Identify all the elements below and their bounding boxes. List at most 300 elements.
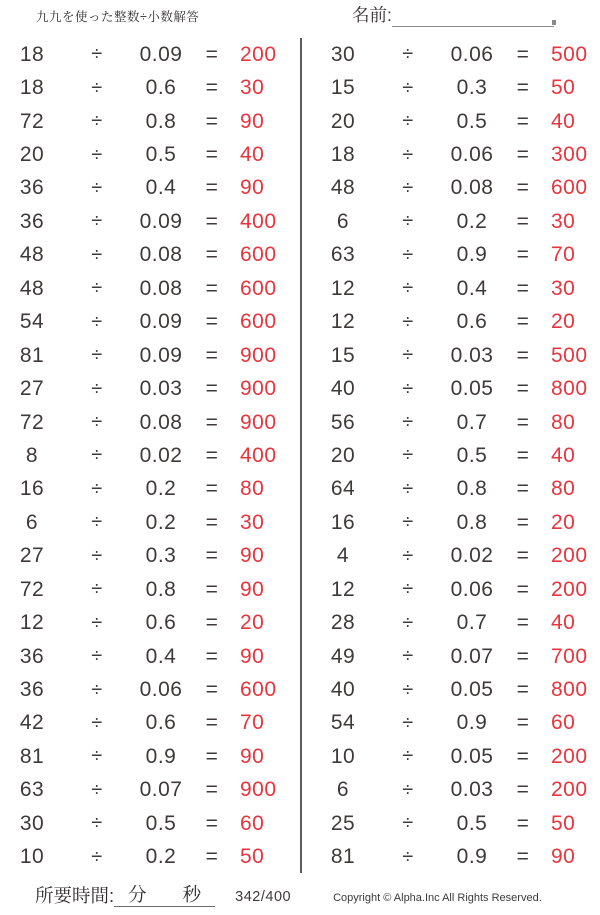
dividend-value: 12: [330, 276, 356, 300]
problem-row: [311, 673, 600, 706]
problem-row: [0, 272, 299, 305]
dividend-value: 30: [19, 811, 45, 835]
divide-sign: ÷: [402, 845, 414, 868]
divisor-value: 0.4: [145, 644, 177, 668]
answer-value: 400: [240, 443, 277, 467]
problem-row: [311, 71, 600, 104]
dividend-value: 8: [25, 443, 39, 467]
equals-sign: =: [205, 209, 219, 233]
answer-value: 200: [551, 778, 588, 802]
problem-row: [311, 372, 600, 405]
problem-row: [311, 807, 600, 840]
divide-sign: ÷: [91, 143, 103, 166]
answer-value: 90: [240, 109, 265, 133]
dividend-value: 20: [19, 143, 45, 167]
dividend-value: 10: [19, 845, 45, 869]
divide-sign: ÷: [91, 511, 103, 534]
problem-row: [311, 606, 600, 639]
divisor-value: 0.02: [450, 544, 494, 568]
answer-value: 700: [551, 644, 588, 668]
divide-sign: ÷: [91, 477, 103, 500]
divisor-value: 0.02: [139, 443, 183, 467]
dividend-value: 54: [330, 711, 356, 735]
problem-row: [0, 172, 299, 205]
equals-sign: =: [516, 276, 530, 300]
equals-sign: =: [516, 778, 530, 802]
divisor-value: 0.4: [456, 276, 488, 300]
divide-sign: ÷: [402, 310, 414, 333]
divisor-value: 0.5: [145, 143, 177, 167]
dividend-value: 16: [19, 477, 45, 501]
dividend-value: 56: [330, 410, 356, 434]
answer-value: 50: [240, 845, 265, 869]
copyright-notice: Copyright © Alpha.Inc All Rights Reserved.: [333, 892, 542, 904]
divide-sign: ÷: [91, 43, 103, 66]
problem-row: [0, 540, 299, 573]
answer-value: 70: [240, 711, 265, 735]
answer-value: 200: [551, 744, 588, 768]
equals-sign: =: [205, 42, 219, 66]
dividend-value: 30: [330, 42, 356, 66]
answer-value: 80: [551, 410, 576, 434]
equals-sign: =: [516, 811, 530, 835]
problems-column-left: [0, 38, 299, 874]
divisor-value: 0.05: [450, 678, 494, 702]
divide-sign: ÷: [402, 511, 414, 534]
dividend-value: 18: [330, 143, 356, 167]
divisor-value: 0.09: [139, 343, 183, 367]
equals-sign: =: [205, 176, 219, 200]
equals-sign: =: [205, 778, 219, 802]
problem-row: [311, 239, 600, 272]
problem-row: [0, 573, 299, 606]
equals-sign: =: [205, 343, 219, 367]
divide-sign: ÷: [402, 477, 414, 500]
divisor-value: 0.7: [456, 611, 488, 635]
divide-sign: ÷: [91, 243, 103, 266]
divisor-value: 0.9: [456, 243, 488, 267]
divisor-value: 0.8: [456, 510, 488, 534]
problem-row: [311, 573, 600, 606]
divide-sign: ÷: [402, 578, 414, 601]
divide-sign: ÷: [91, 645, 103, 668]
answer-value: 20: [240, 611, 265, 635]
answer-value: 70: [551, 243, 576, 267]
dividend-value: 15: [330, 343, 356, 367]
equals-sign: =: [516, 577, 530, 601]
divisor-value: 0.2: [456, 209, 488, 233]
footer: [0, 881, 600, 907]
divide-sign: ÷: [91, 845, 103, 868]
dividend-value: 48: [19, 243, 45, 267]
divisor-value: 0.8: [145, 577, 177, 601]
name-input-line: [392, 3, 554, 27]
dividend-value: 28: [330, 611, 356, 635]
answer-value: 200: [551, 577, 588, 601]
equals-sign: =: [516, 143, 530, 167]
dividend-value: 64: [330, 477, 356, 501]
dividend-value: 63: [19, 778, 45, 802]
answer-value: 200: [551, 544, 588, 568]
problem-row: [311, 740, 600, 773]
divisor-value: 0.08: [139, 410, 183, 434]
divisor-value: 0.5: [145, 811, 177, 835]
equals-sign: =: [205, 443, 219, 467]
problem-row: [311, 540, 600, 573]
problem-row: [0, 807, 299, 840]
answer-value: 40: [551, 611, 576, 635]
divide-sign: ÷: [91, 377, 103, 400]
problem-row: [311, 774, 600, 807]
divisor-value: 0.9: [456, 845, 488, 869]
problem-row: [0, 205, 299, 238]
problem-row: [311, 640, 600, 673]
divide-sign: ÷: [91, 310, 103, 333]
dividend-value: 48: [19, 276, 45, 300]
divisor-value: 0.2: [145, 477, 177, 501]
answer-value: 600: [240, 310, 277, 334]
equals-sign: =: [205, 811, 219, 835]
divisor-value: 0.05: [450, 377, 494, 401]
equals-sign: =: [516, 678, 530, 702]
divisor-value: 0.03: [139, 377, 183, 401]
dividend-value: 6: [25, 510, 39, 534]
divisor-value: 0.06: [450, 577, 494, 601]
divide-sign: ÷: [91, 678, 103, 701]
divide-sign: ÷: [91, 778, 103, 801]
divide-sign: ÷: [402, 411, 414, 434]
divisor-value: 0.09: [139, 42, 183, 66]
answer-value: 900: [240, 343, 277, 367]
divisor-value: 0.09: [139, 209, 183, 233]
problem-row: [0, 71, 299, 104]
problem-row: [0, 306, 299, 339]
dividend-value: 42: [19, 711, 45, 735]
equals-sign: =: [516, 343, 530, 367]
answer-value: 40: [551, 109, 576, 133]
divide-sign: ÷: [402, 645, 414, 668]
divisor-value: 0.06: [139, 678, 183, 702]
answer-value: 90: [240, 544, 265, 568]
equals-sign: =: [205, 76, 219, 100]
minutes-label: 分: [128, 884, 147, 905]
divide-sign: ÷: [91, 745, 103, 768]
answer-value: 30: [240, 76, 265, 100]
answer-value: 600: [240, 243, 277, 267]
problem-row: [0, 640, 299, 673]
answer-value: 20: [551, 310, 576, 334]
dividend-value: 20: [330, 109, 356, 133]
problem-row: [0, 606, 299, 639]
divisor-value: 0.07: [450, 644, 494, 668]
equals-sign: =: [205, 310, 219, 334]
answer-value: 900: [240, 377, 277, 401]
page-title: 九九を使った整数÷小数解答: [36, 10, 200, 24]
divisor-value: 0.8: [145, 109, 177, 133]
divisor-value: 0.5: [456, 811, 488, 835]
divisor-value: 0.3: [145, 544, 177, 568]
problem-row: [0, 339, 299, 372]
divide-sign: ÷: [402, 143, 414, 166]
problem-row: [0, 473, 299, 506]
divisor-value: 0.6: [145, 611, 177, 635]
name-field: [352, 3, 554, 27]
divisor-value: 0.2: [145, 510, 177, 534]
divide-sign: ÷: [91, 176, 103, 199]
dividend-value: 6: [336, 209, 350, 233]
equals-sign: =: [205, 544, 219, 568]
divide-sign: ÷: [402, 544, 414, 567]
dividend-value: 25: [330, 811, 356, 835]
answer-value: 600: [240, 678, 277, 702]
answer-value: 60: [240, 811, 265, 835]
problem-row: [311, 339, 600, 372]
equals-sign: =: [516, 510, 530, 534]
equals-sign: =: [205, 644, 219, 668]
answer-value: 80: [551, 477, 576, 501]
equals-sign: =: [205, 243, 219, 267]
answer-value: 800: [551, 377, 588, 401]
equals-sign: =: [516, 243, 530, 267]
divide-sign: ÷: [91, 344, 103, 367]
answer-value: 90: [240, 176, 265, 200]
equals-sign: =: [516, 42, 530, 66]
equals-sign: =: [205, 377, 219, 401]
dividend-value: 12: [19, 611, 45, 635]
equals-sign: =: [516, 109, 530, 133]
divisor-value: 0.3: [456, 76, 488, 100]
answer-value: 500: [551, 343, 588, 367]
divide-sign: ÷: [91, 110, 103, 133]
equals-sign: =: [516, 611, 530, 635]
answer-value: 500: [551, 42, 588, 66]
divide-sign: ÷: [91, 411, 103, 434]
divisor-value: 0.03: [450, 778, 494, 802]
dividend-value: 27: [19, 544, 45, 568]
divide-sign: ÷: [91, 210, 103, 233]
answer-value: 60: [551, 711, 576, 735]
divide-sign: ÷: [91, 611, 103, 634]
dividend-value: 40: [330, 377, 356, 401]
dividend-value: 81: [19, 744, 45, 768]
problem-row: [0, 673, 299, 706]
problem-row: [311, 506, 600, 539]
divide-sign: ÷: [91, 578, 103, 601]
problem-row: [311, 707, 600, 740]
answer-value: 40: [240, 143, 265, 167]
dividend-value: 63: [330, 243, 356, 267]
divide-sign: ÷: [402, 678, 414, 701]
problem-row: [0, 105, 299, 138]
divide-sign: ÷: [402, 110, 414, 133]
problem-row: [311, 38, 600, 71]
divide-sign: ÷: [402, 344, 414, 367]
divisor-value: 0.09: [139, 310, 183, 334]
divisor-value: 0.07: [139, 778, 183, 802]
divisor-value: 0.6: [456, 310, 488, 334]
answer-value: 200: [240, 42, 277, 66]
divide-sign: ÷: [91, 544, 103, 567]
equals-sign: =: [205, 510, 219, 534]
answer-value: 20: [551, 510, 576, 534]
equals-sign: =: [516, 744, 530, 768]
divide-sign: ÷: [402, 444, 414, 467]
divide-sign: ÷: [402, 277, 414, 300]
equals-sign: =: [516, 711, 530, 735]
answer-value: 800: [551, 678, 588, 702]
divisor-value: 0.08: [450, 176, 494, 200]
problem-row: [0, 406, 299, 439]
name-label: 名前:: [352, 5, 392, 25]
problem-row: [311, 841, 600, 874]
time-input-line: [114, 884, 215, 907]
answer-value: 600: [240, 276, 277, 300]
problem-row: [0, 138, 299, 171]
answer-value: 90: [240, 644, 265, 668]
problem-row: [311, 306, 600, 339]
divide-sign: ÷: [402, 778, 414, 801]
problem-row: [0, 740, 299, 773]
problem-row: [0, 239, 299, 272]
problem-row: [0, 506, 299, 539]
problem-row: [311, 205, 600, 238]
equals-sign: =: [205, 276, 219, 300]
dividend-value: 54: [19, 310, 45, 334]
dividend-value: 72: [19, 109, 45, 133]
dividend-value: 10: [330, 744, 356, 768]
answer-value: 50: [551, 811, 576, 835]
divide-sign: ÷: [402, 210, 414, 233]
dividend-value: 27: [19, 377, 45, 401]
divisor-value: 0.08: [139, 243, 183, 267]
dividend-value: 72: [19, 577, 45, 601]
problem-row: [311, 473, 600, 506]
score-counter: 342/400: [235, 889, 292, 905]
problem-row: [311, 105, 600, 138]
divide-sign: ÷: [402, 243, 414, 266]
answer-value: 30: [551, 276, 576, 300]
equals-sign: =: [516, 76, 530, 100]
dividend-value: 49: [330, 644, 356, 668]
divisor-value: 0.6: [145, 76, 177, 100]
dividend-value: 48: [330, 176, 356, 200]
dividend-value: 12: [330, 310, 356, 334]
answer-value: 30: [240, 510, 265, 534]
equals-sign: =: [205, 477, 219, 501]
problem-row: [311, 138, 600, 171]
answer-value: 90: [240, 744, 265, 768]
problem-row: [0, 372, 299, 405]
equals-sign: =: [205, 611, 219, 635]
equals-sign: =: [205, 577, 219, 601]
equals-sign: =: [205, 143, 219, 167]
equals-sign: =: [516, 845, 530, 869]
answer-value: 600: [551, 176, 588, 200]
dividend-value: 12: [330, 577, 356, 601]
seconds-label: 秒: [182, 884, 202, 905]
dividend-value: 40: [330, 678, 356, 702]
answer-value: 50: [551, 76, 576, 100]
divide-sign: ÷: [402, 43, 414, 66]
answer-value: 90: [240, 577, 265, 601]
divide-sign: ÷: [402, 745, 414, 768]
equals-sign: =: [205, 109, 219, 133]
answer-value: 900: [240, 778, 277, 802]
divide-sign: ÷: [402, 812, 414, 835]
equals-sign: =: [205, 744, 219, 768]
dividend-value: 20: [330, 443, 356, 467]
divisor-value: 0.4: [145, 176, 177, 200]
divisor-value: 0.2: [145, 845, 177, 869]
problem-row: [0, 707, 299, 740]
problem-row: [311, 406, 600, 439]
problem-row: [311, 439, 600, 472]
dividend-value: 18: [19, 42, 45, 66]
problem-row: [0, 38, 299, 71]
divisor-value: 0.6: [145, 711, 177, 735]
dividend-value: 4: [336, 544, 350, 568]
dividend-value: 81: [330, 845, 356, 869]
equals-sign: =: [516, 310, 530, 334]
divisor-value: 0.5: [456, 109, 488, 133]
divisor-value: 0.03: [450, 343, 494, 367]
answer-value: 90: [551, 845, 576, 869]
equals-sign: =: [516, 544, 530, 568]
problem-row: [311, 272, 600, 305]
equals-sign: =: [516, 209, 530, 233]
divisor-value: 0.5: [456, 443, 488, 467]
dividend-value: 36: [19, 644, 45, 668]
problems-column-right: [301, 38, 600, 874]
divisor-value: 0.9: [456, 711, 488, 735]
divisor-value: 0.06: [450, 143, 494, 167]
divide-sign: ÷: [91, 711, 103, 734]
dividend-value: 15: [330, 76, 356, 100]
answer-value: 300: [551, 143, 588, 167]
equals-sign: =: [205, 711, 219, 735]
equals-sign: =: [516, 176, 530, 200]
equals-sign: =: [205, 410, 219, 434]
dividend-value: 18: [19, 76, 45, 100]
divisor-value: 0.05: [450, 744, 494, 768]
divisor-value: 0.9: [145, 744, 177, 768]
equals-sign: =: [516, 443, 530, 467]
divide-sign: ÷: [402, 76, 414, 99]
dividend-value: 36: [19, 209, 45, 233]
answer-value: 30: [551, 209, 576, 233]
divide-sign: ÷: [402, 176, 414, 199]
dividend-value: 81: [19, 343, 45, 367]
answer-value: 400: [240, 209, 277, 233]
equals-sign: =: [516, 644, 530, 668]
problem-row: [0, 439, 299, 472]
problem-row: [0, 774, 299, 807]
equals-sign: =: [205, 845, 219, 869]
dividend-value: 6: [336, 778, 350, 802]
dividend-value: 72: [19, 410, 45, 434]
equals-sign: =: [516, 377, 530, 401]
equals-sign: =: [205, 678, 219, 702]
answer-value: 40: [551, 443, 576, 467]
equals-sign: =: [516, 410, 530, 434]
divisor-value: 0.06: [450, 42, 494, 66]
divide-sign: ÷: [91, 76, 103, 99]
divide-sign: ÷: [402, 711, 414, 734]
answer-value: 80: [240, 477, 265, 501]
divisor-value: 0.8: [456, 477, 488, 501]
divide-sign: ÷: [402, 611, 414, 634]
dividend-value: 16: [330, 510, 356, 534]
